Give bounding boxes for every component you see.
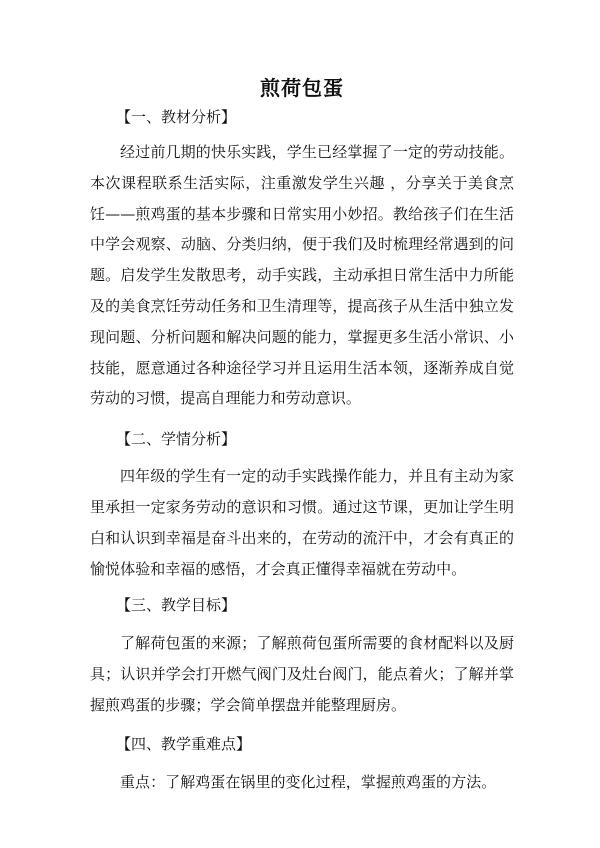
section-heading: 【四、教学重难点】 (116, 734, 252, 753)
section-key-difficulties (90, 729, 514, 798)
section-heading: 【三、教学目标】 (116, 596, 237, 615)
section-student-analysis (90, 424, 514, 584)
section-heading: 【一、教材分析】 (116, 108, 237, 126)
document-title: 煎荷包蛋 (260, 76, 344, 100)
section-teaching-objectives (90, 590, 514, 720)
section-body: 经过前几期的快乐实践，学生已经掌握了一定的劳动技能。本次课程联系生活实际，注重激发学生兴趣 ，分享关于美食烹饪——煎鸡蛋的基本步骤和日常实用小妙招。教给孩子们在生活中学会观察、动脑、分类归纳，便于我们及时梳理经常遇到的问题。启发学生发散思考，动手实践，主动承担日常生活中力所能及的美食烹饪劳动任务和卫生清理等，提高孩子从生活中独立发现问题、分析问题和解决问题的能力，掌握更多生活小常识、小技能，愿意通过各种途径学习并且运用生活本领，逐渐养成自觉劳动的习惯，提高自理能力和劳动意识。 (90, 143, 514, 408)
section-body: 了解荷包蛋的来源；了解煎荷包蛋所需要的食材配料以及厨具；认识并学会打开燃气阀门及灶台阀门，能点着火；了解并掌握煎鸡蛋的步骤；学会简单摆盘并能整理厨房。 (90, 634, 514, 714)
section-heading: 【二、学情分析】 (116, 430, 237, 449)
section-body: 四年级的学生有一定的动手实践操作能力，并且有主动为家里承担一定家务劳动的意识和习惯。通过这节课，更加让学生明白和认识到幸福是奋斗出来的，在劳动的流汗中，才会有真正的愉悦体验和幸福的感悟，才会真正懂得幸福就在劳动中。 (90, 467, 514, 578)
section-teaching-material-analysis (90, 102, 514, 414)
section-body: 重点：了解鸡蛋在锅里的变化过程，掌握煎鸡蛋的方法。 (120, 772, 497, 791)
